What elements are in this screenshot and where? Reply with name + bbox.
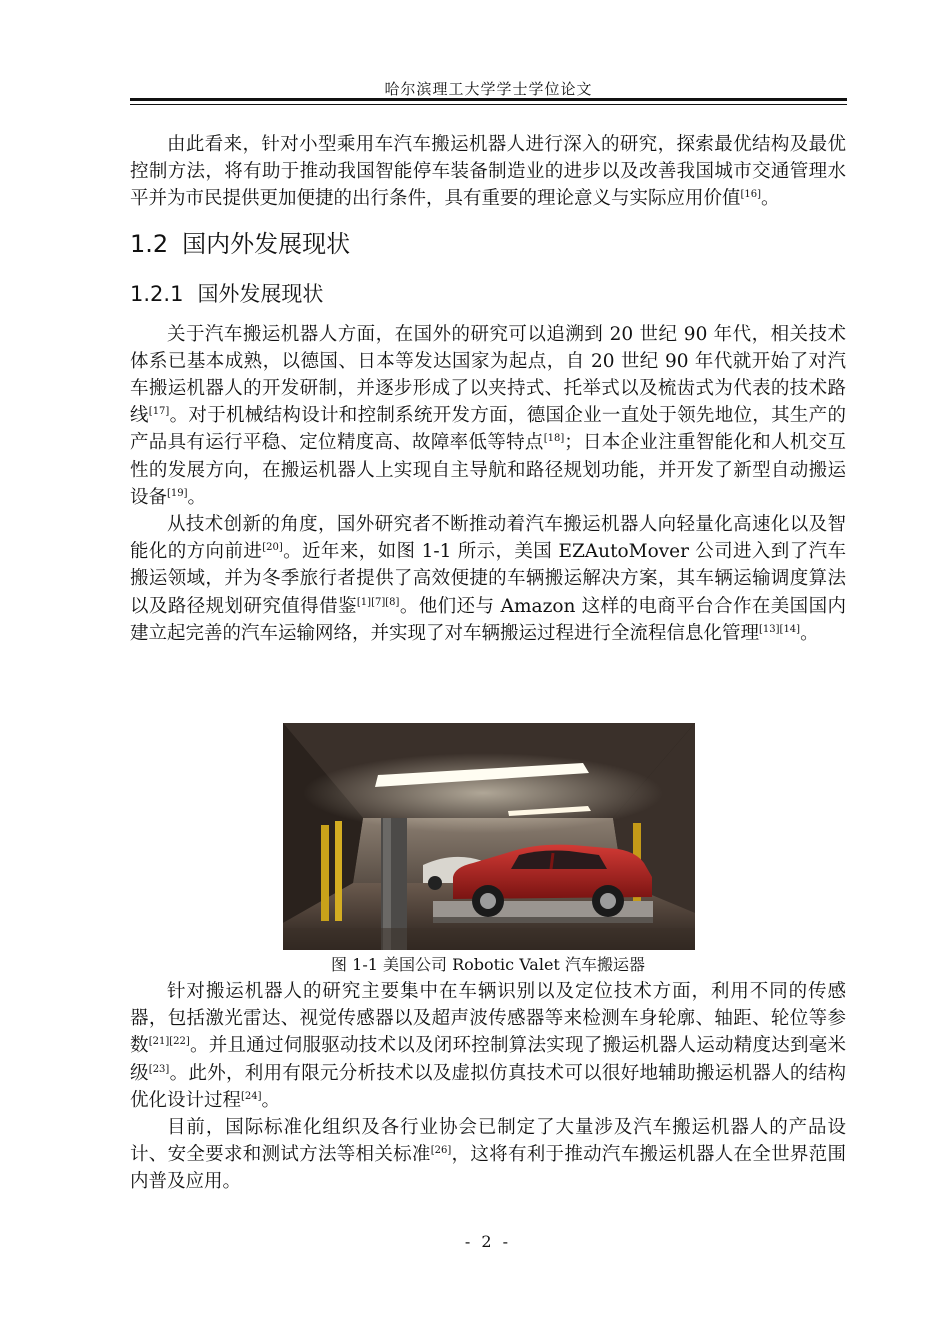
body-text-top bbox=[130, 131, 846, 647]
header-rule-thick bbox=[130, 98, 847, 101]
section-title: 国内外发展现状 bbox=[182, 229, 351, 258]
intro-paragraph: 由此看来，针对小型乘用车汽车搬运机器人进行深入的研究，探索最优结构及最优控制方法，将有助于推动我国智能停车装备制造业的进步以及改善我国城市交通管理水平并为市民提供更加便捷的出行条件，具有重要的理论意义与实际应用价值[16]。 bbox=[130, 134, 846, 210]
figure-parking-robot-photo bbox=[283, 723, 695, 950]
citation: [19] bbox=[167, 487, 188, 499]
subsection-title: 国外发展现状 bbox=[197, 281, 324, 306]
running-header: 哈尔滨理工大学学士学位论文 bbox=[384, 80, 593, 98]
subsection-heading bbox=[130, 279, 846, 309]
citation: [20] bbox=[262, 542, 283, 554]
section-number: 1.2 bbox=[130, 229, 169, 258]
figure-caption: 图 1-1 美国公司 Robotic Valet 汽车搬运器 bbox=[331, 955, 645, 974]
paragraph-innovation: 从技术创新的角度，国外研究者不断推动着汽车搬运机器人向轻量化高速化以及智能化的方向前进[20]。近年来，如图 1-1 所示，美国 EZAutoMover 公司进入到了汽车搬运领域，并为冬季旅行者提供了高效便捷的车辆搬运解决方案，其车辆运输调度算法以及路径规划研究值得借鉴[1][7][8]。他们还与 Amazon 这样的电商平台合作在美国国内建立起完善的汽车运输网络，并实现了对车辆搬运过程进行全流程信息化管理[13][14]。 bbox=[130, 514, 846, 644]
page-number: - 2 - bbox=[464, 1232, 512, 1251]
body-text-bottom bbox=[130, 978, 846, 1196]
citation: [23] bbox=[148, 1063, 170, 1075]
paragraph-sensing: 针对搬运机器人的研究主要集中在车辆识别以及定位技术方面，利用不同的传感器，包括激光雷达、视觉传感器以及超声波传感器等来检测车身轮廓、轴距、轮位等参数[21][22]。并且通过伺服驱动技术以及闭环控制算法实现了搬运机器人运动精度达到毫米级[23]。此外，利用有限元分析技术以及虚拟仿真技术可以很好地辅助搬运机器人的结构优化设计过程[24]。 bbox=[130, 981, 846, 1111]
citation: [24] bbox=[241, 1090, 262, 1102]
citation: [16] bbox=[740, 189, 762, 201]
paragraph-foreign-history: 关于汽车搬运机器人方面，在国外的研究可以追溯到 20 世纪 90 年代，相关技术体系已基本成熟，以德国、日本等发达国家为起点，自 20 世纪 90 年代就开始了对汽车搬运机器人的开发研制，并逐步形成了以夹持式、托举式以及梳齿式为代表的技术路线[17]。对于机械结构设计和控制系统开发方面，德国企业一直处于领先地位，其生产的产品具有运行平稳、定位精度高、故障率低等特点[18]；日本企业注重智能化和人机交互性的发展方向，在搬运机器人上实现自主导航和路径规划功能，并开发了新型自动搬运设备[19]。 bbox=[130, 323, 846, 508]
subsection-number: 1.2.1 bbox=[130, 281, 184, 306]
citation: [17] bbox=[148, 406, 170, 418]
citation: [18] bbox=[543, 433, 565, 445]
citation: [13][14] bbox=[759, 623, 801, 635]
citation: [1][7][8] bbox=[356, 596, 400, 608]
citation: [26] bbox=[430, 1145, 452, 1157]
parking-garage-illustration bbox=[283, 723, 695, 950]
paragraph-standards: 目前，国际标准化组织及各行业协会已制定了大量涉及汽车搬运机器人的产品设计、安全要求和测试方法等相关标准[26]，这将有利于推动汽车搬运机器人在全世界范围内普及应用。 bbox=[130, 1117, 846, 1193]
citation: [21][22] bbox=[148, 1036, 190, 1048]
header-rule-thin bbox=[130, 104, 847, 105]
section-heading bbox=[130, 227, 846, 261]
